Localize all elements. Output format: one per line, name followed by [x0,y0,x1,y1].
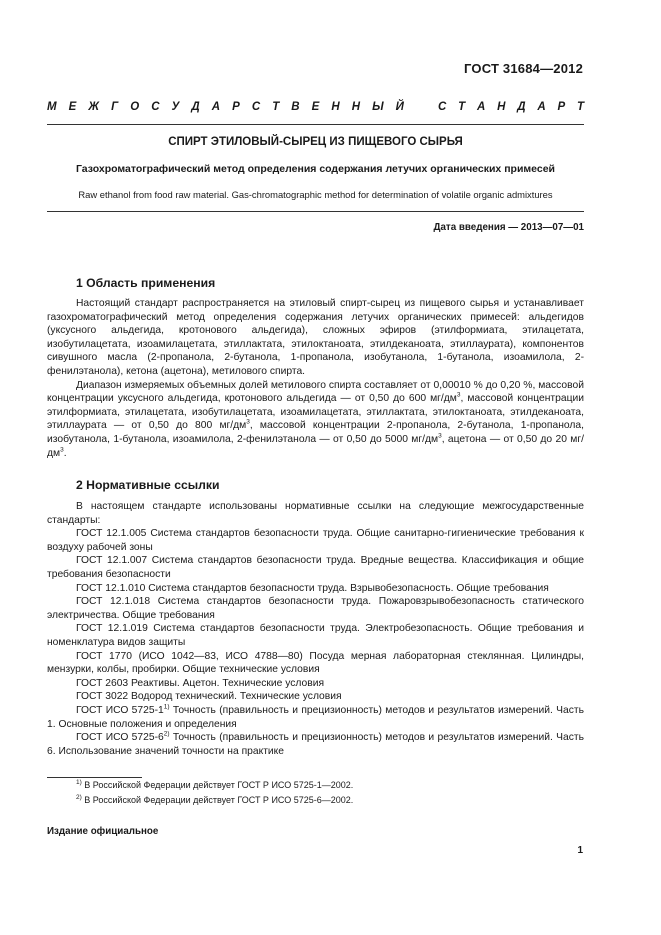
document-subtitle: Газохроматографический метод определения содержания летучих органических примесей [75,163,556,175]
footnote-separator [47,777,142,778]
banner-letter: Д [191,101,200,113]
reference-item: ГОСТ 2603 Реактивы. Ацетон. Технические условия [76,677,325,689]
references-intro: В настоящем стандарте использованы нормативные ссылки на следующие межгосударственные стандарты: [47,501,584,526]
banner-letter: С [438,101,447,113]
banner-letter: С [151,101,160,113]
reference-item: ГОСТ 1770 (ИСО 1042—83, ИСО 4788—80) Посуда мерная лабораторная стеклянная. Цилиндры, мензурки, колбы, пробирки. Общие технические условия [47,650,584,676]
reference-item: ГОСТ 12.1.019 Система стандартов безопасности труда. Электробезопасность. Общие требования и номенклатура видов защиты [47,623,584,648]
title-rule [47,211,584,212]
banner-letter: А [476,101,486,113]
banner-letter: М [47,101,57,113]
banner-letter: Е [311,101,320,113]
banner-letter: Д [517,101,526,113]
introduction-date: Дата введения — 2013—07—01 [433,222,584,233]
reference-item: ГОСТ 12.1.010 Система стандартов безопасности труда. Взрывобезопасность. Общие требования [76,582,549,594]
range-paragraph: Диапазон измеряемых объемных долей метилового спирта составляет от 0,00010 % до 0,20 %, массовой концентрации уксусного альдегида, кротонового альдегида — от 0,50 до 600 $мг/дм^3$, массовой концентрации этилформиата, этилацетата, изобутилацетата, изоамилацетата, этиллактата, этилоктаноата, этилдеканоата, этиллаурата — от 0,50 до 800 $мг/дм^3$, массовой концентрации 2-пропанола, 2-бутанола, 1-пропанола, изобутанола, 1-бутанола, изоамилола, 2-фенилэтанола — от 0,50 до 5000 $мг/дм^3$, ацетона — от 0,50 до 20 $мг/дм^3$. [47,379,585,459]
banner-letter: В [291,101,300,113]
footnote-ref-1: 1) [163,703,170,711]
scope-paragraph: Настоящий стандарт распространяется на этиловый спирт-сырец из пищевого сырья и устанавливает газохроматографический метод определения содержания летучих органических примесей: альдегидов (уксусного альдегида, кротонового альдегида), сложных эфиров (этилформиата, этилацетата, изобутилацетата, изоамилацетата, этиллактата, этилоктаноата, этилдеканоата, этиллаурата), компонентов сивушного масла (2-пропанола, 2-бутанола, 1-пропанола, изобутанола, 1-бутанола, изоамилола, 2-фенилэтанола), кетона (ацетона), метилового спирта. [47,298,584,377]
section-2-body [47,500,584,758]
banner-letter: Т [576,101,584,113]
document-title: СПИРТ ЭТИЛОВЫЙ-СЫРЕЦ ИЗ ПИЩЕВОГО СЫРЬЯ [168,136,463,148]
section-1-heading: 1 Область применения [76,276,216,290]
banner-letter: Ы [372,101,384,113]
header-rule [47,124,584,125]
section-1-body [47,297,584,460]
document-id: ГОСТ 31684—2012 [464,61,583,76]
reference-item: ГОСТ 12.1.005 Система стандартов безопасности труда. Общие санитарно-гигиенические требования к воздуху рабочей зоны [47,528,584,553]
footnote-2: $^{2)}$ В Российской Федерации действует ГОСТ Р ИСО 5725-6—2002. [76,794,354,805]
reference-item: ГОСТ 3022 Водород технический. Технические условия [76,691,342,703]
reference-item-iso-5725-6: ГОСТ ИСО 5725-6$^{2)}$ Точность (правильность и прецизионность) методов и результатов измерений. Часть 6. Использование значений точности на практике [47,730,584,757]
banner-letter: Р [232,101,240,113]
page-number: 1 [577,845,583,856]
reference-item: ГОСТ 12.1.018 Система стандартов безопасности труда. Пожаровзрывобезопасность статического электричества. Общие требования [47,596,584,621]
banner-letter: Е [68,101,77,113]
banner-letter: А [211,101,221,113]
banner-letter: С [251,101,261,113]
banner-word-standard [438,101,584,113]
banner-letter: Т [272,101,280,113]
banner-letter: А [537,101,546,113]
section-2-heading: 2 Нормативные ссылки [76,478,220,492]
footnote-ref-2: 2) [163,730,170,738]
banner-letter: Р [557,101,566,113]
banner-letter: О [130,101,140,113]
interstate-standard-banner [47,101,584,113]
banner-word-interstate [47,101,404,113]
banner-letter: Т [458,101,466,113]
banner-letter: Н [497,101,506,113]
banner-letter: Ж [88,101,100,113]
banner-letter: Г [111,101,119,113]
edition-label: Издание официальное [47,826,159,837]
footnote-1: $^{1)}$ В Российской Федерации действует ГОСТ Р ИСО 5725-1—2002. [76,779,354,790]
banner-letter: Н [331,101,340,113]
banner-letter: Н [351,101,361,113]
english-title: Raw ethanol from food raw material. Gas-chromatographic method for determination of volatile organic admixtures [78,189,553,200]
reference-item-iso-5725-1: ГОСТ ИСО 5725-1$^{1)}$ Точность (правильность и прецизионность) методов и результатов измерений. Часть 1. Основные положения и определения [47,703,584,730]
banner-letter: Й [395,101,404,113]
banner-letter: У [171,101,180,113]
reference-item: ГОСТ 12.1.007 Система стандартов безопасности труда. Вредные вещества. Классификация и общие требования безопасности [47,555,584,580]
